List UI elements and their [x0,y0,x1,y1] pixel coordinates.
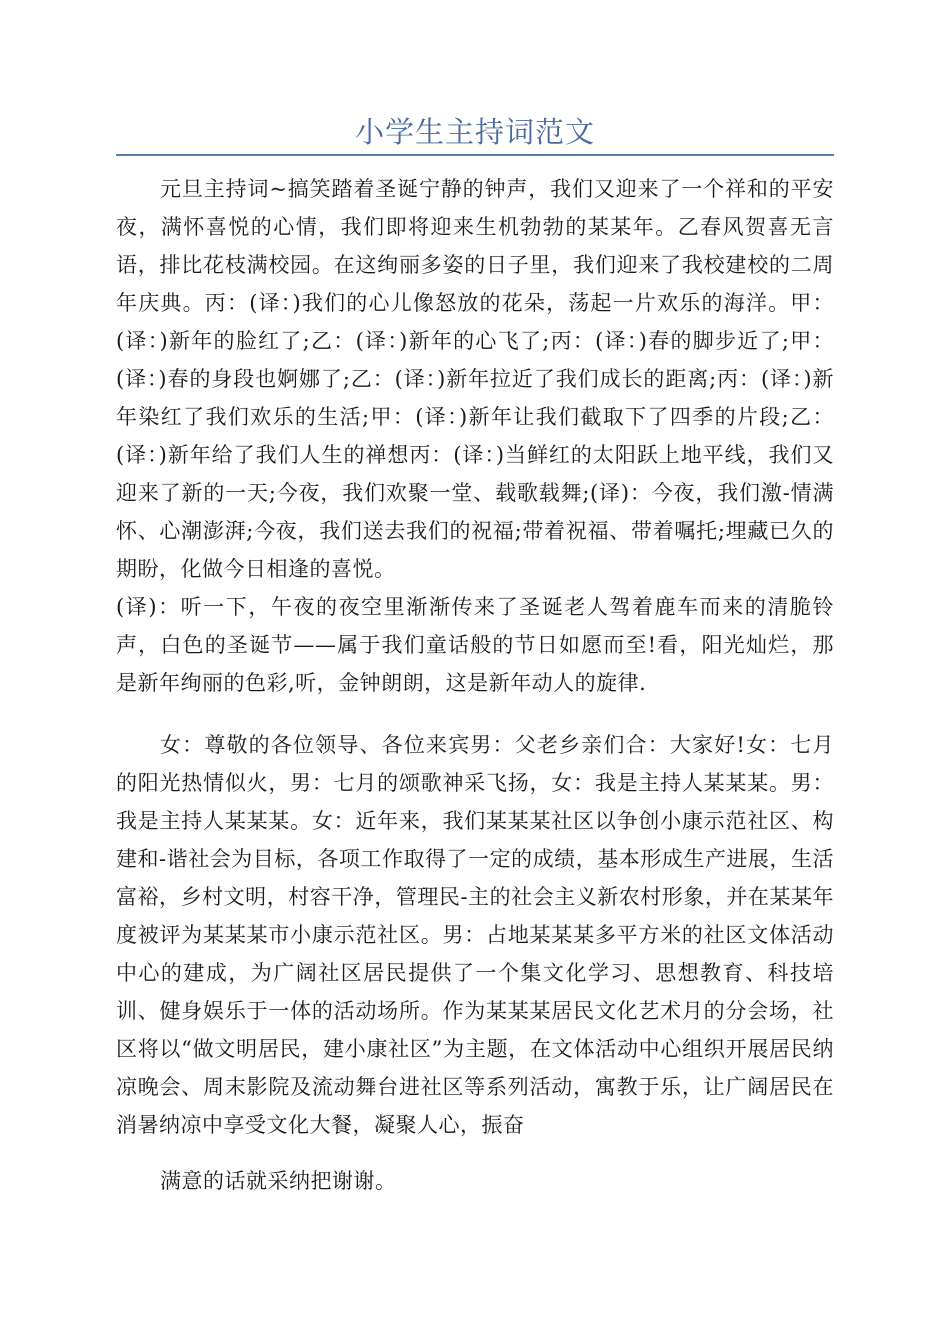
paragraph-3: 满意的话就采纳把谢谢。 [160,1169,397,1193]
paragraph-2: 女：尊敬的各位领导、各位来宾男：父老乡亲们合：大家好!女：七月的阳光热情似火，男：七月的颂歌神采飞扬，女：我是主持人某某某。男：我是主持人某某某。女：近年来，我们某某某社区以争创小康示范社区、构建和-谐社会为目标，各项工作取得了一定的成绩，基本形成生产进展，生活富裕，乡村文明，村容干净，管理民-主的社会主义新农村形象，并在某某年度被评为某某某市小康示范社区。男：占地某某某多平方米的社区文体活动中心的建成，为广阔社区居民提供了一个集文化学习、思想教育、科技培训、健身娱乐于一体的活动场所。作为某某某居民文化艺术月的分会场，社区将以“做文明居民，建小康社区”为主题，在文体活动中心组织开展居民纳凉晚会、周末影院及流动舞台进社区等系列活动，寓教于乐，让广阔居民在消暑纳凉中享受文化大餐，凝聚人心，振奋 [116,733,834,1137]
title-underline [116,154,834,156]
document-title: 小学生主持词范文 [354,115,595,149]
paragraph-1-text: 元旦主持词~搞笑踏着圣诞宁静的钟声，我们又迎来了一个祥和的平安夜，满怀喜悦的心情，我们即将迎来生机勃勃的某某年。乙春风贺喜无言语，排比花枝满校园。在这绚丽多姿的日子里，我们迎来了我校建校的二周年庆典。丙：(译：)我们的心儿像怒放的花朵，荡起一片欢乐的海洋。甲：(译：)新年的脸红了;乙：(译：)新年的心飞了;丙：(译：)春的脚步近了;甲：(译：)春的身段也婀娜了;乙：(译：)新年拉近了我们成长的距离;丙：(译：)新年染红了我们欢乐的生活;甲：(译：)新年让我们截取下了四季的片段;乙：(译：)新年给了我们人生的禅想丙：(译：)当鲜红的太阳跃上地平线，我们又迎来了新的一天;今夜，我们欢聚一堂、载歌载舞;(译)：今夜，我们激-情满怀、心潮澎湃;今夜，我们送去我们的祝福;带着祝福、带着嘱托;埋藏已久的期盼，化做今日相逢的喜悦。 [116,177,834,581]
paragraph-1-continuation: (译)：听一下，午夜的夜空里渐渐传来了圣诞老人驾着鹿车而来的清脆铃声，白色的圣诞节——属于我们童话般的节日如愿而至!看，阳光灿烂，那是新年绚丽的色彩,听，金钟朗朗，这是新年动人的旋律. [116,595,834,695]
paragraph-1 [116,170,834,702]
